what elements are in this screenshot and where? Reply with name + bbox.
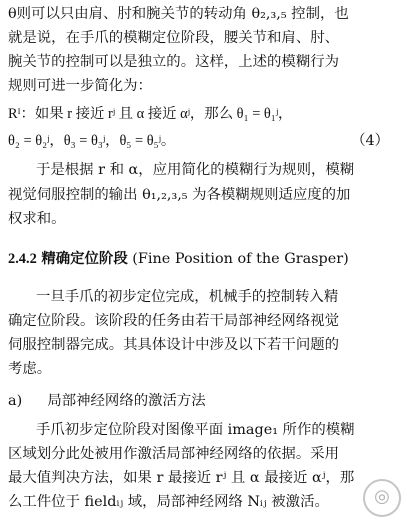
paragraph-line: 区域划分此处被用作激活局部神经网络的依据。采用 xyxy=(8,446,339,462)
section-title-cn: 精确定位阶段 xyxy=(41,251,128,267)
paragraph-line: 一旦手爪的初步定位完成，机械手的控制转入精 xyxy=(36,289,339,305)
section-heading xyxy=(8,249,399,269)
paragraph-line: 最大值判决方法，如果 r 最接近 rʲ 且 α 最接近 αʲ，那 xyxy=(8,470,355,486)
paragraph-line: 确定位阶段。该阶段的任务由若干局部神经网络视觉 xyxy=(8,313,339,329)
paragraph-line: 权求和。 xyxy=(8,211,66,227)
paragraph-line: θ则可以只由肩、肘和腕关节的转动角 θ₂,₃,₅ 控制，也 xyxy=(8,6,349,22)
rule-line: Rᴵ：如果 r 接近 rʲ 且 α 接近 αʲ，那么 θ₁ = θ₁ʲ， xyxy=(8,106,293,122)
paragraph-line: 于是根据 r 和 α，应用简化的模糊行为规则，模糊 xyxy=(36,162,355,178)
paragraph-line: 手爪初步定位阶段对图像平面 image₁ 所作的模糊 xyxy=(36,422,355,438)
paragraph-line: 腕关节的控制可以是独立的。这样，上述的模糊行为 xyxy=(8,54,339,70)
section-number: 2.4.2 xyxy=(8,251,37,267)
paragraph-line: 伺服控制器完成。其具体设计中涉及以下若干问题的 xyxy=(8,337,339,353)
subsection-title: 局部神经网络的激活方法 xyxy=(47,393,206,409)
section-title-en: (Fine Position of the Grasper) xyxy=(132,251,349,267)
paragraph-line: 规则可进一步简化为： xyxy=(8,78,152,94)
rule-line: θ₂ = θ₂ʲ，θ₃ = θ₃ʲ，θ₅ = θ₅ʲ。 xyxy=(8,133,176,149)
equation-number: （4） xyxy=(351,133,389,149)
watermark-icon: ◎ xyxy=(363,479,401,517)
paragraph-line: 就是说，在手爪的模糊定位阶段，腰关节和肩、肘、 xyxy=(8,30,339,46)
subsection-label: a) xyxy=(8,393,23,409)
paragraph-line: 考虑。 xyxy=(8,361,52,377)
paragraph-line: 视觉伺服控制的输出 θ₁,₂,₃,₅ 为各模糊规则适应度的加 xyxy=(8,187,351,203)
subsection-heading xyxy=(8,391,399,411)
paragraph-line: 么工件位于 fieldᵢⱼ 域，局部神经网络 Nᵢⱼ 被激活。 xyxy=(8,494,329,510)
